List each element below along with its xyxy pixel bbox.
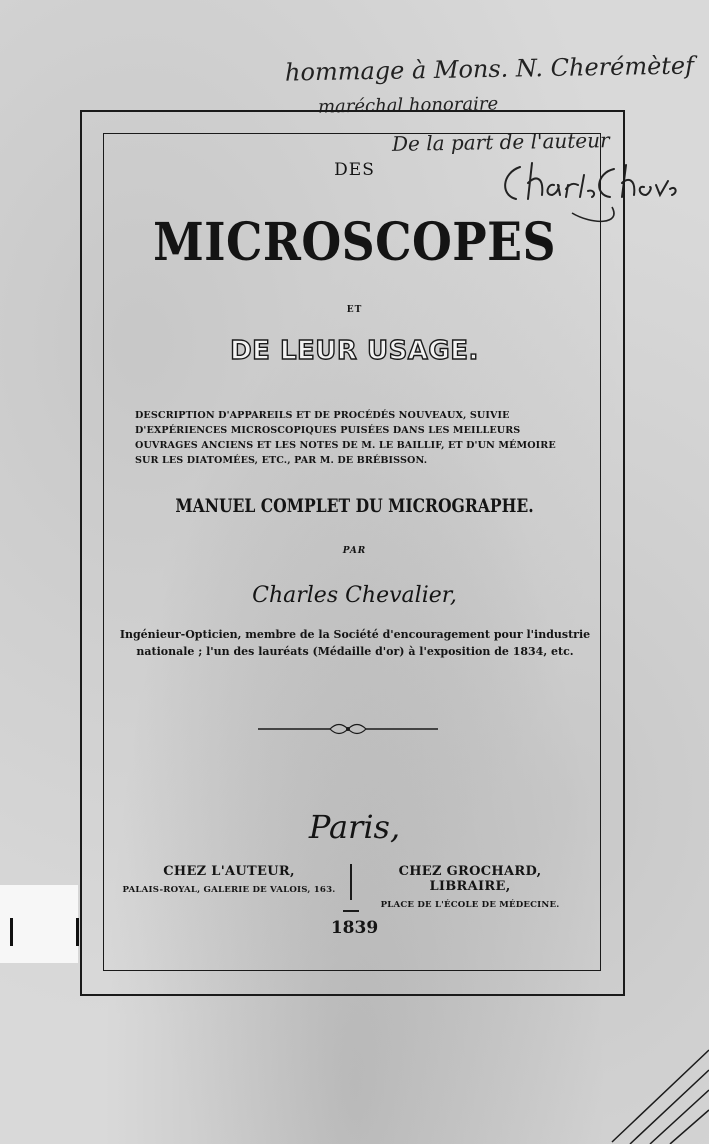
handwritten-dedication-line-1: hommage à Mons. N. Cherémètef	[284, 51, 695, 87]
worn-corner	[610, 1030, 709, 1144]
publisher-left	[112, 864, 346, 895]
title-conjunction: ET	[346, 305, 363, 315]
publication-year: 1839	[330, 918, 379, 938]
publisher-divider	[350, 864, 352, 900]
label-mark	[10, 918, 13, 946]
handwritten-dedication-line-2: maréchal honoraire	[317, 93, 499, 118]
author-credentials: Ingénieur-Opticien, membre de la Société d'encouragement pour l'industrie nationale ; l'un des lauréats (Médaille d'or) à l'exposition de 1834, etc.	[119, 628, 591, 658]
by-label: PAR	[342, 546, 367, 556]
publisher-right	[360, 864, 580, 910]
manual-heading: MANUEL COMPLET DU MICROGRAPHE.	[175, 495, 534, 517]
publisher-right-name: CHEZ GROCHARD, LIBRAIRE,	[398, 864, 542, 894]
publisher-left-address: PALAIS-ROYAL, GALERIE DE VALOIS, 163.	[122, 885, 336, 895]
label-mark	[76, 918, 79, 946]
handwritten-dedication-line-3: De la part de l'auteur	[391, 128, 610, 156]
title-prefix: DES	[334, 160, 375, 180]
subtitle: DE LEUR USAGE.	[230, 336, 479, 366]
year-rule	[343, 910, 359, 912]
author-name: Charles Chevalier,	[252, 583, 457, 608]
publisher-left-name: CHEZ L'AUTEUR,	[163, 864, 295, 879]
ornamental-rule-icon	[258, 722, 438, 736]
description-paragraph: DESCRIPTION D'APPAREILS ET DE PROCÉDÉS NOUVEAUX, SUIVIE D'EXPÉRIENCES MICROSCOPIQUES PUISÉES DANS LES MEILLEURS OUVRAGES ANCIENS ET LES NOTES DE M. LE BAILLIF, ET D'UN MÉMOIRE SUR LES DIATOMÉES, ETC., PAR M. DE BRÉBISSON.	[135, 410, 556, 466]
publisher-right-address: PLACE DE L'ÉCOLE DE MÉDECINE.	[380, 900, 560, 910]
publication-place: Paris,	[308, 808, 401, 846]
main-title: MICROSCOPES	[153, 212, 556, 273]
